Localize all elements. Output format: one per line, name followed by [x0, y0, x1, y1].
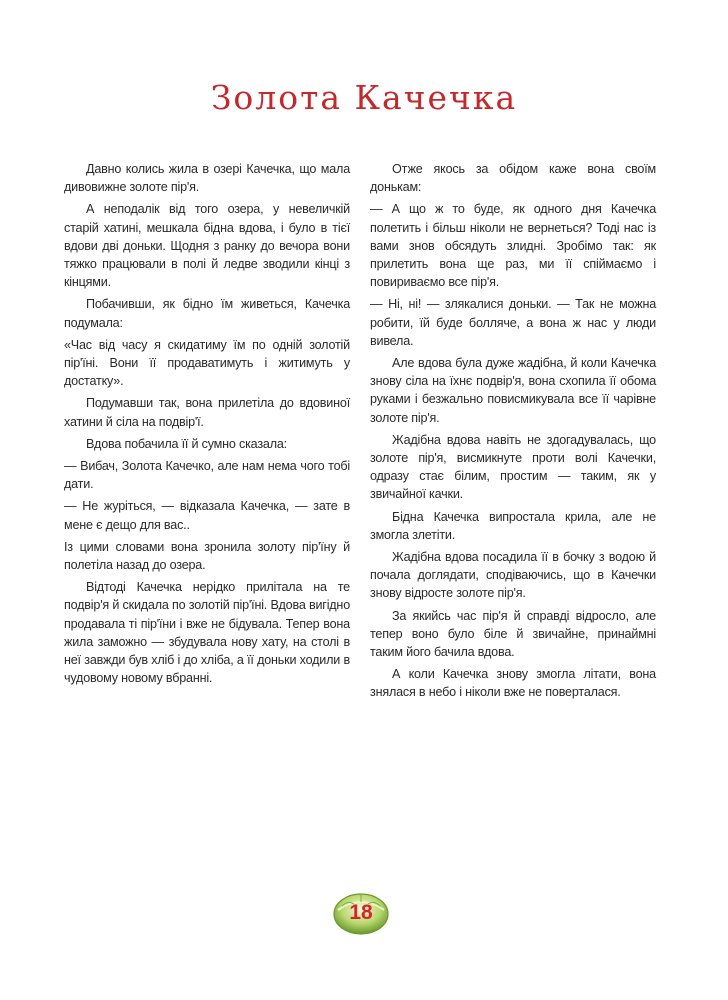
left-text-column [64, 160, 350, 691]
paragraph: — Ні, ні! — злякалися доньки. — Так не можна робити, їй буде болляче, а вона ж нас у люди вивела. [370, 297, 656, 348]
paragraph: А коли Качечка знову змогла літати, вона знялася в небо і ніколи вже не поверталася. [370, 667, 656, 700]
paragraph: За якийсь час пір'я й справді відросло, але тепер воно було біле й звичайне, принаймні таким його бачила вдова. [370, 608, 656, 660]
page-number: 18 [349, 901, 373, 924]
paragraph: Вдова побачила її й сумно сказала: [86, 436, 287, 451]
paragraph: — Не журіться, — відказала Качечка, — зате в мене є дещо для вас.. [64, 499, 350, 532]
page-number-badge [332, 888, 390, 936]
right-text-column [370, 160, 656, 706]
paragraph: — А що ж то буде, як одного дня Качечка полетить і більш ніколи не вернеться? Тоді нас із вами знов обсядуть злидні. Зробімо так: як прилетить вона ще раз, ми її спіймаємо і повириваємо все пір'я. [370, 202, 656, 290]
paragraph: Із цими словами вона зронила золоту пір'їну й полетіла назад до озера. [64, 539, 350, 573]
paragraph: А неподалік від того озера, у невеличкій старій хатині, мешкала бідна вдова, і було в тієї вдови дві доньки. Щодня з ранку до вечора вони тяжко працювали в полі й ледве зводили кінці з кінцями. [64, 202, 350, 290]
paragraph: «Час від часу я скидатиму їм по одній золотій пір'їні. Вони її продаватимуть і житимуть у достатку». [64, 337, 350, 389]
paragraph: Жадібна вдова навіть не здогадувалась, що золоте пір'я, висмикнуте проти волі Качечки, одразу стає білим, простим — таким, як у звичайної качки. [370, 432, 656, 502]
paragraph: Давно колись жила в озері Качечка, що мала дивовижне золоте пір'я. [64, 162, 350, 195]
paragraph: Але вдова була дуже жадібна, й коли Качечка знову сіла на їхнє подвір'я, вона схопила її обома руками і безжально повисмикувала все її чарівне золоте пір'я. [370, 356, 656, 425]
page-title: Золота Качечка [210, 78, 518, 117]
paragraph: Жадібна вдова посадила її в бочку з водою й почала доглядати, сподіваючись, що в Качечки знову відросте золоте пір'я. [370, 550, 656, 601]
paragraph: Відтоді Качечка нерідко прилітала на те подвір'я й скидала по золотій пір'їні. Вдова вигідно продавала ті пір'їни і вже не бідувала. Тепер вона жила заможно — збудувала нову хату, на столі в неї завжди був хліб і до хліба, а її доньки ходили в чудовому новому вбранні. [64, 580, 350, 686]
paragraph: — Вибач, Золота Качечко, але нам нема чого тобі дати. [64, 459, 350, 492]
paragraph: Отже якось за обідом каже вона своїм донькам: [370, 162, 656, 195]
paragraph: Бідна Качечка випростала крила, але не змогла злетіти. [370, 509, 656, 542]
paragraph: Побачивши, як бідно їм живеться, Качечка подумала: [64, 297, 350, 330]
paragraph: Подумавши так, вона прилетіла до вдовиної хатини й сіла на подвір'ї. [64, 396, 350, 429]
